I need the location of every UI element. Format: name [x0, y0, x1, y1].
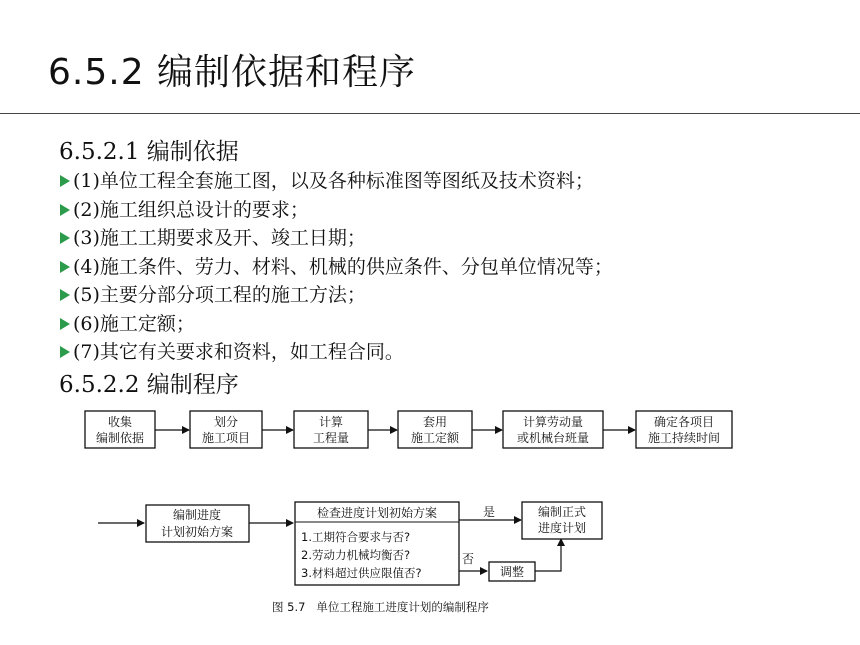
step-initial-plan — [146, 505, 249, 542]
step-final-plan — [522, 502, 602, 539]
section-heading-procedure: 6.5.2.2 编制程序 — [59, 372, 239, 398]
svg-text:划分: 划分 — [213, 415, 239, 429]
step-calc-quantity — [294, 411, 368, 448]
svg-text:检查进度计划初始方案: 检查进度计划初始方案 — [316, 506, 438, 520]
svg-text:施工定额: 施工定额 — [410, 431, 460, 445]
no-label: 否 — [462, 552, 475, 566]
svg-text:3.材料超过供应限值否?: 3.材料超过供应限值否? — [301, 566, 422, 580]
svg-text:或机械台班量: 或机械台班量 — [516, 431, 590, 445]
section-heading-basis: 6.5.2.1 编制依据 — [59, 139, 239, 165]
list-item: (2)施工组织总设计的要求； — [60, 196, 613, 225]
list-item: (6)施工定额； — [60, 310, 613, 339]
svg-text:编制依据: 编制依据 — [95, 431, 145, 445]
step-determine-duration — [636, 411, 732, 448]
svg-text:计算: 计算 — [318, 415, 344, 429]
svg-text:编制进度: 编制进度 — [172, 508, 222, 522]
svg-text:调整: 调整 — [499, 565, 525, 579]
step-divide-items — [190, 411, 262, 448]
figure-caption: 图 5.7 单位工程施工进度计划的编制程序 — [272, 600, 489, 614]
step-adjust — [489, 562, 535, 581]
list-item: (7)其它有关要求和资料，如工程合同。 — [60, 338, 613, 367]
svg-text:施工持续时间: 施工持续时间 — [647, 431, 721, 445]
list-item: (3)施工工期要求及开、竣工日期； — [60, 224, 613, 253]
svg-text:施工项目: 施工项目 — [201, 431, 251, 445]
svg-text:计算劳动量: 计算劳动量 — [522, 415, 584, 429]
svg-text:1.工期符合要求与否?: 1.工期符合要求与否? — [301, 530, 411, 544]
step-check-plan — [295, 502, 459, 585]
svg-text:确定各项目: 确定各项目 — [653, 415, 715, 429]
yes-label: 是 — [483, 505, 496, 519]
svg-text:套用: 套用 — [422, 415, 448, 429]
svg-text:计划初始方案: 计划初始方案 — [160, 525, 234, 539]
list-item: (4)施工条件、劳力、材料、机械的供应条件、分包单位情况等； — [60, 253, 613, 282]
svg-text:进度计划: 进度计划 — [537, 521, 587, 535]
list-item: (5)主要分部分项工程的施工方法； — [60, 281, 613, 310]
svg-text:工程量: 工程量 — [312, 431, 350, 445]
step-calc-labor — [503, 411, 603, 448]
svg-text:收集: 收集 — [107, 415, 133, 429]
step-collect-basis — [85, 411, 155, 448]
slide-title: 6.5.2 编制依据和程序 — [48, 52, 417, 93]
step-apply-quota — [398, 411, 472, 448]
svg-text:编制正式: 编制正式 — [537, 505, 587, 519]
svg-text:2.劳动力机械均衡否?: 2.劳动力机械均衡否? — [301, 548, 411, 562]
list-item: (1)单位工程全套施工图，以及各种标准图等图纸及技术资料； — [60, 167, 613, 196]
